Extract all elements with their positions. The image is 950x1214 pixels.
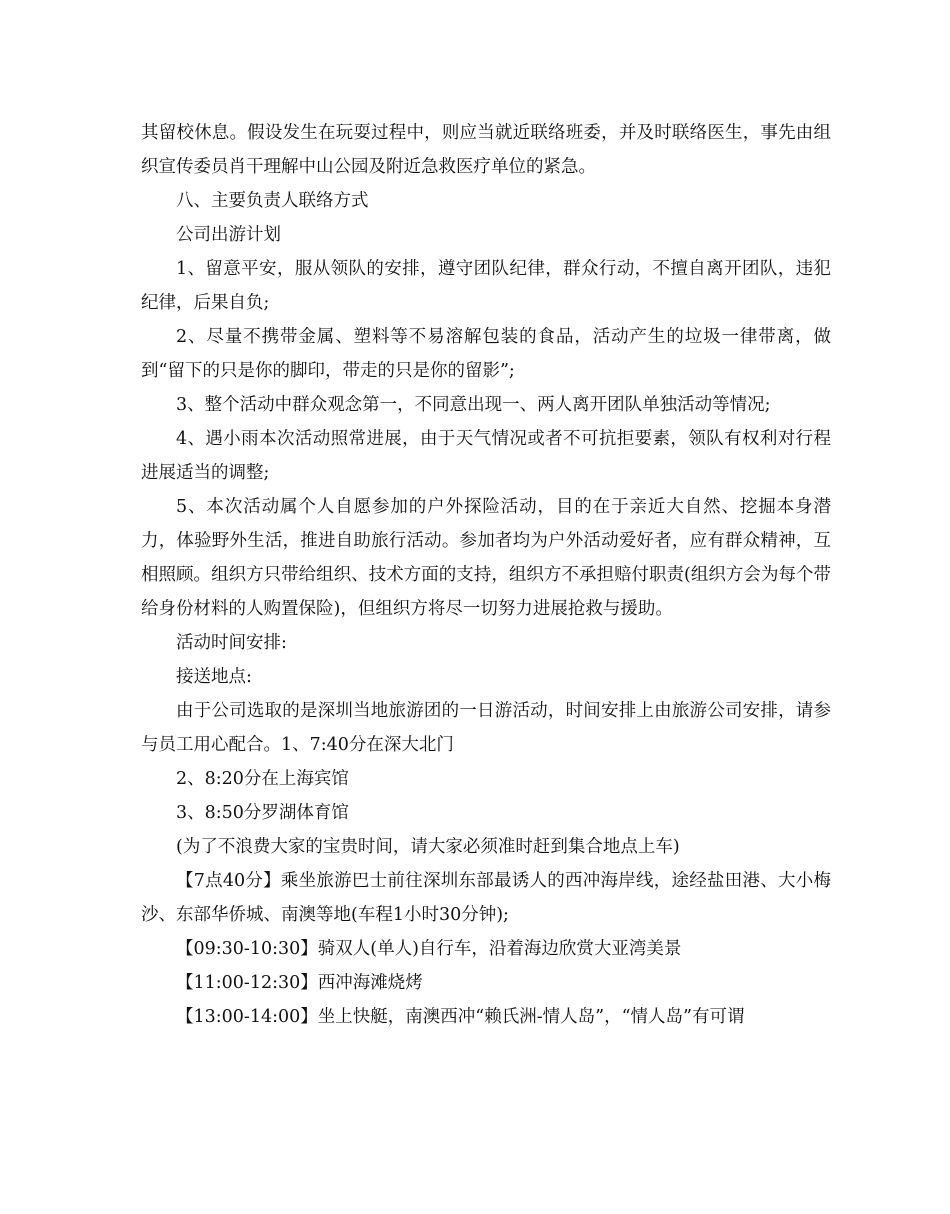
paragraph: 1、留意平安，服从领队的安排，遵守团队纪律，群众行动，不擅自离开团队，违犯纪律，后果自负;	[141, 259, 831, 313]
list-item: 2、8:20分在上海宾馆	[176, 769, 349, 789]
schedule-item: 【13:00-14:00】坐上快艇，南澳西冲“赖氏洲-情人岛”，“情人岛”有可谓	[176, 1007, 745, 1027]
paragraph: 2、尽量不携带金属、塑料等不易溶解包装的食品，活动产生的垃圾一律带离，做到“留下的只是你的脚印，带走的只是你的留影”;	[141, 327, 831, 381]
schedule-item: 【7点40分】乘坐旅游巴士前往深圳东部最诱人的西冲海岸线，途经盐田港、大小梅沙、东部华侨城、南澳等地(车程1小时30分钟);	[141, 871, 831, 925]
schedule-item: 【11:00-12:30】西冲海滩烧烤	[176, 973, 423, 993]
document-body	[141, 116, 831, 1034]
section-label: 接送地点:	[176, 667, 252, 687]
paragraph: 5、本次活动属个人自愿参加的户外探险活动，目的在于亲近大自然、挖掘本身潜力，体验野外生活，推进自助旅行活动。参加者均为户外活动爱好者，应有群众精神，互相照顾。组织方只带给组织、技术方面的支持，组织方不承担赔付职责(组织方会为每个带给身份材料的人购置保险)，但组织方将尽一切努力进展抢救与援助。	[141, 497, 831, 619]
paragraph: 由于公司选取的是深圳当地旅游团的一日游活动，时间安排上由旅游公司安排，请参与员工用心配合。1、7:40分在深大北门	[141, 701, 831, 755]
list-item: 3、8:50分罗湖体育馆	[176, 803, 349, 823]
section-label: 活动时间安排:	[176, 633, 287, 653]
schedule-item: 【09:30-10:30】骑双人(单人)自行车，沿着海边欣赏大亚湾美景	[176, 939, 682, 959]
paragraph: 4、遇小雨本次活动照常进展，由于天气情况或者不可抗拒要素，领队有权利对行程进展适当的调整;	[141, 429, 831, 483]
section-heading: 八、主要负责人联络方式	[176, 191, 369, 211]
paragraph: 3、整个活动中群众观念第一，不同意出现一、两人离开团队单独活动等情况;	[176, 395, 771, 415]
document-title: 公司出游计划	[176, 225, 281, 245]
paragraph: 其留校休息。假设发生在玩耍过程中，则应当就近联络班委，并及时联络医生，事先由组织宣传委员肖干理解中山公园及附近急救医疗单位的紧急。	[141, 123, 831, 177]
note: (为了不浪费大家的宝贵时间，请大家必须准时赶到集合地点上车)	[176, 837, 680, 857]
